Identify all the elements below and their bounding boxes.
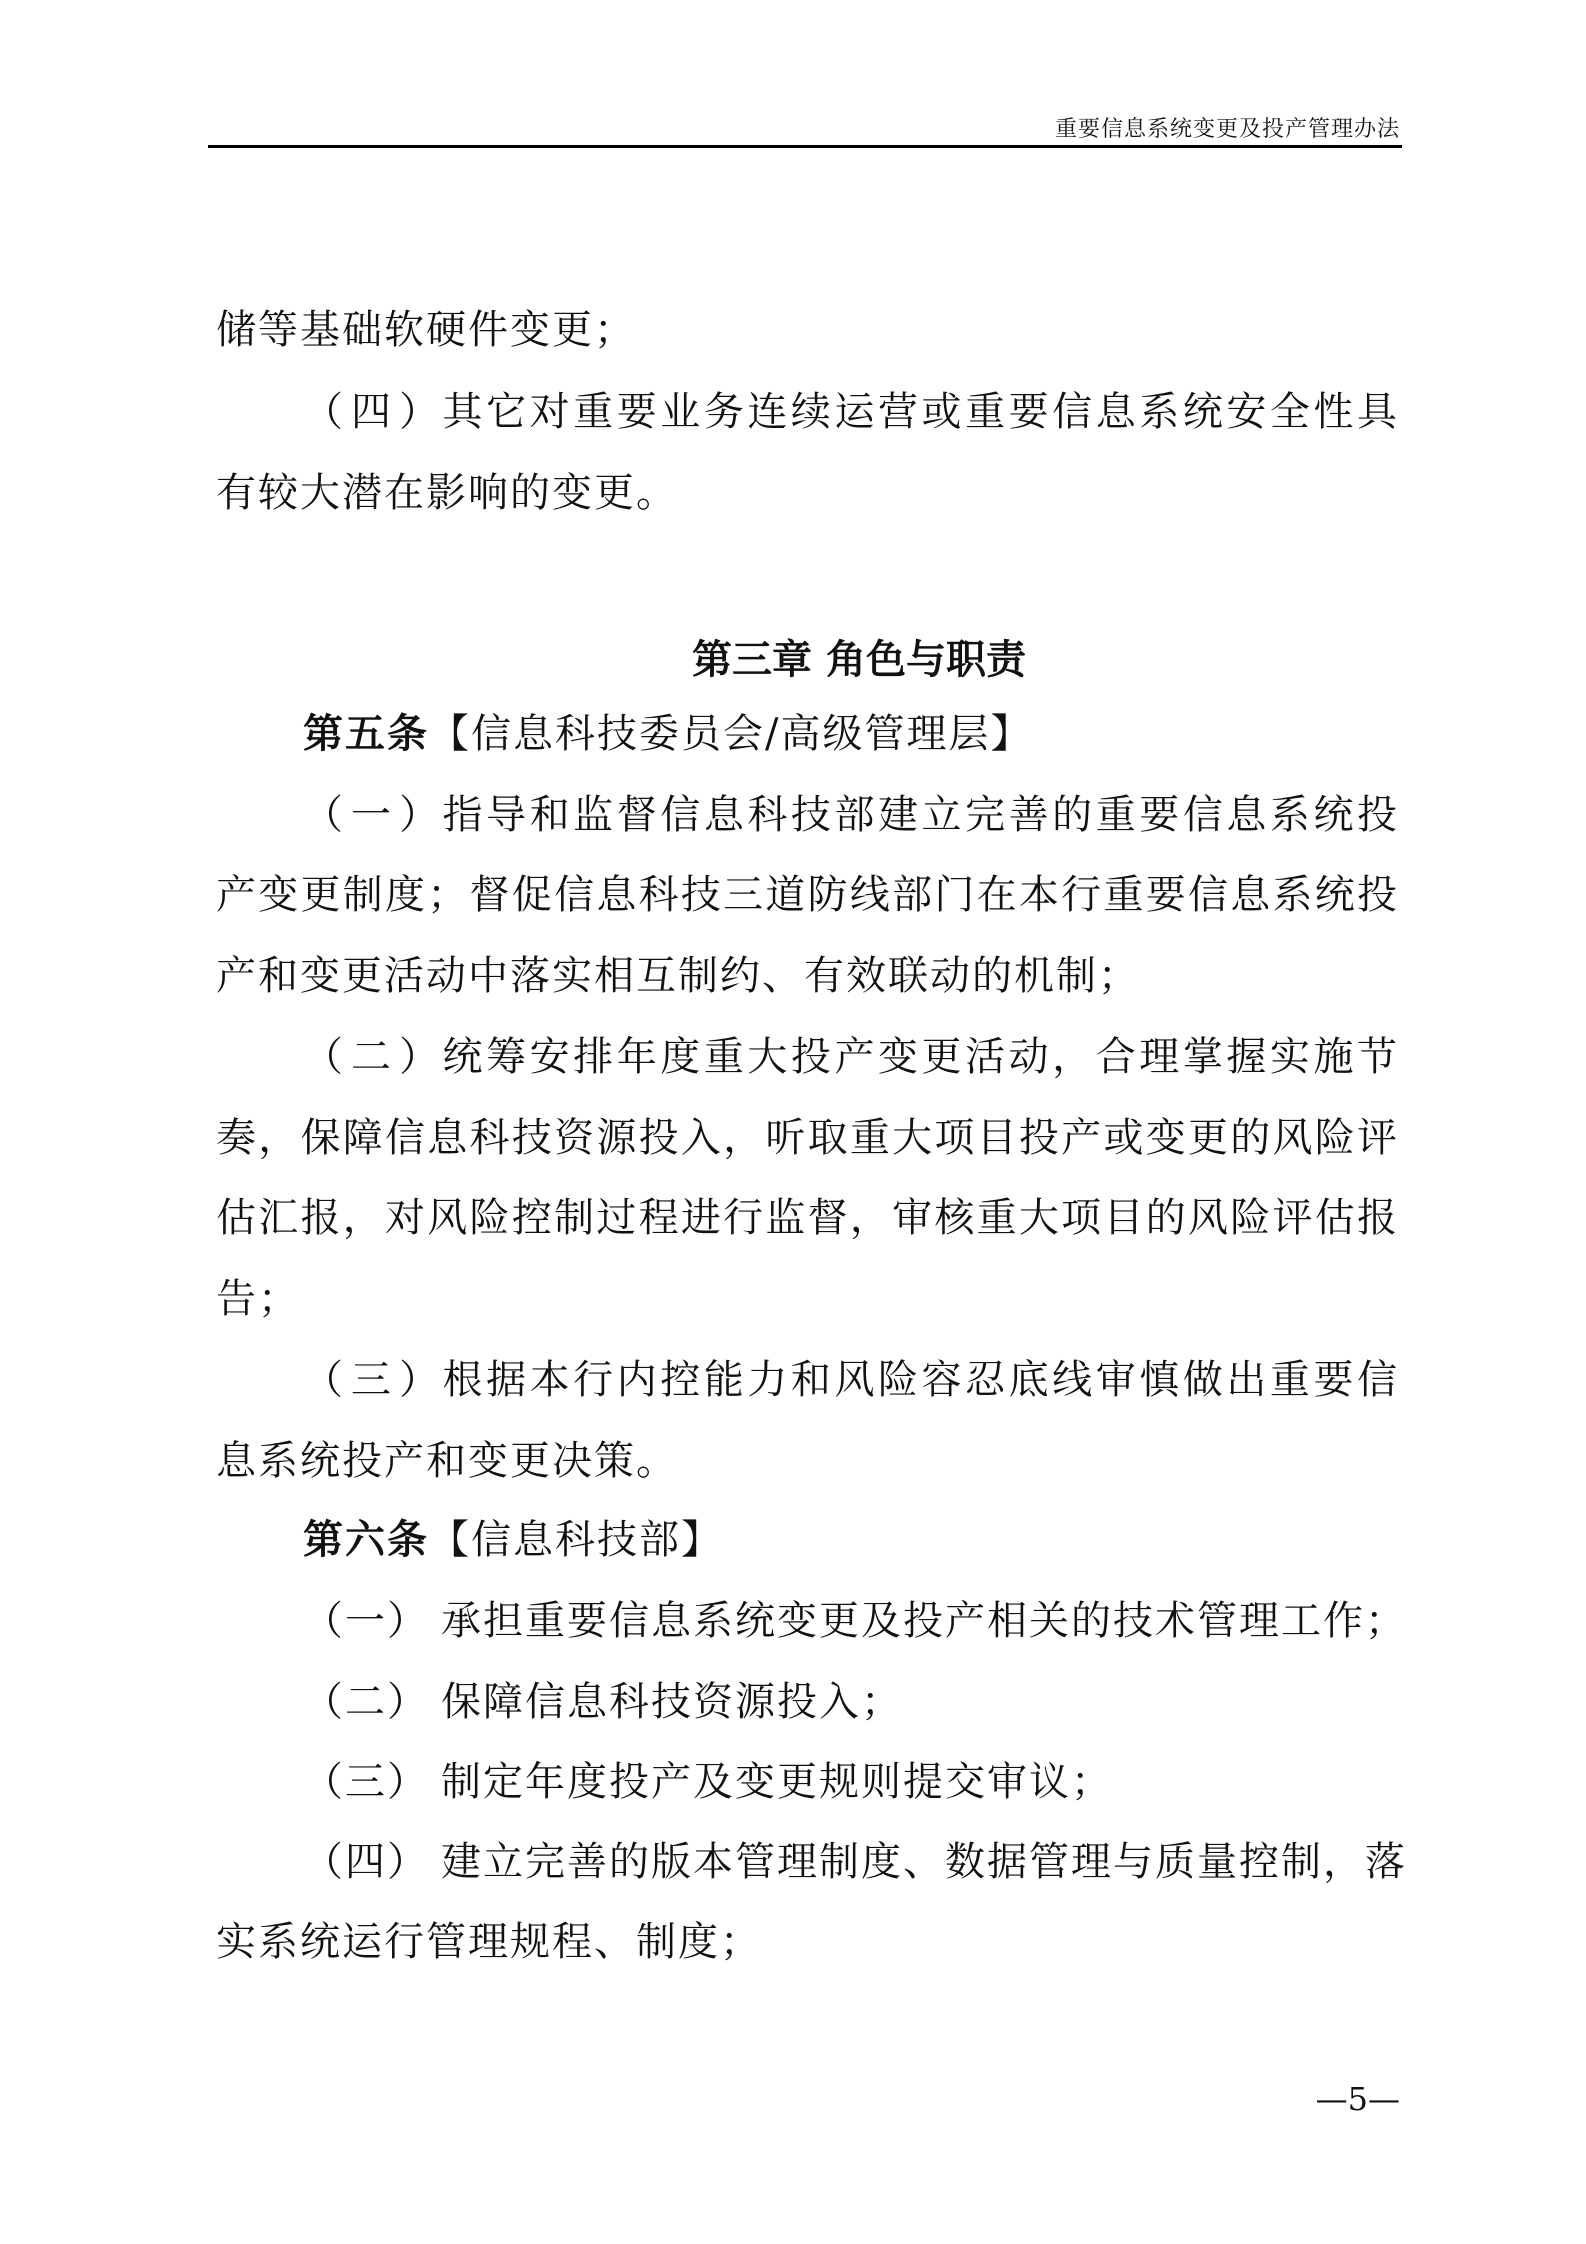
clause-label: （二）: [303, 1679, 429, 1725]
chapter-heading: 第三章 角色与职责: [692, 637, 1026, 683]
article-title: 【信息科技委员会/高级管理层】: [429, 711, 1033, 757]
text-line: 产变更制度；督促信息科技三道防线部门在本行重要信息系统投: [216, 872, 1399, 918]
clause-text: 其它对重要业务连续运营或重要信息系统安全性具: [441, 389, 1399, 435]
running-header: 重要信息系统变更及投产管理办法: [1054, 117, 1400, 142]
clause-text: 建立完善的版本管理制度、数据管理与质量控制，落: [441, 1839, 1407, 1885]
clause-label: （四）: [303, 1839, 429, 1885]
clause-label: （二）: [303, 1034, 441, 1080]
text-line: 实系统运行管理规程、制度；: [216, 1919, 762, 1965]
text-line: 储等基础软硬件变更；: [216, 307, 636, 353]
clause-one: [303, 1597, 1407, 1645]
clause-text: 根据本行内控能力和风险容忍底线审慎做出重要信: [441, 1357, 1399, 1403]
text-line: 产和变更活动中落实相互制约、有效联动的机制；: [216, 953, 1140, 999]
clause-four: [303, 1838, 1407, 1886]
clause-two: [303, 1678, 1399, 1726]
clause-label: （三）: [303, 1759, 429, 1805]
article-label: 第五条: [303, 711, 429, 757]
text-line: 告；: [216, 1276, 300, 1322]
clause-text: 保障信息科技资源投入；: [441, 1679, 903, 1725]
article-title: 【信息科技部】: [429, 1517, 723, 1563]
clause-four: [303, 388, 1399, 436]
article-five-heading: [303, 710, 1399, 758]
article-six-heading: [303, 1516, 1399, 1564]
clause-text: 承担重要信息系统变更及投产相关的技术管理工作；: [441, 1598, 1407, 1644]
clause-text: 统筹安排年度重大投产变更活动，合理掌握实施节: [441, 1034, 1399, 1080]
clause-three: [303, 1758, 1399, 1806]
text-line: 有较大潜在影响的变更。: [216, 470, 678, 516]
clause-three: [303, 1356, 1399, 1404]
clause-label: （三）: [303, 1357, 441, 1403]
clause-text: 指导和监督信息科技部建立完善的重要信息系统投: [441, 792, 1399, 838]
clause-text: 制定年度投产及变更规则提交审议；: [441, 1759, 1113, 1805]
header-rule: [208, 145, 1402, 148]
clause-one: [303, 791, 1399, 839]
page-number: —5—: [1315, 2080, 1400, 2118]
clause-label: （一）: [303, 1598, 429, 1644]
clause-two: [303, 1033, 1399, 1081]
clause-label: （四）: [303, 389, 441, 435]
text-line: 估汇报，对风险控制过程进行监督，审核重大项目的风险评估报: [216, 1195, 1399, 1241]
article-label: 第六条: [303, 1517, 429, 1563]
clause-label: （一）: [303, 792, 441, 838]
text-line: 息系统投产和变更决策。: [216, 1438, 678, 1484]
text-line: 奏，保障信息科技资源投入，听取重大项目投产或变更的风险评: [216, 1115, 1399, 1161]
